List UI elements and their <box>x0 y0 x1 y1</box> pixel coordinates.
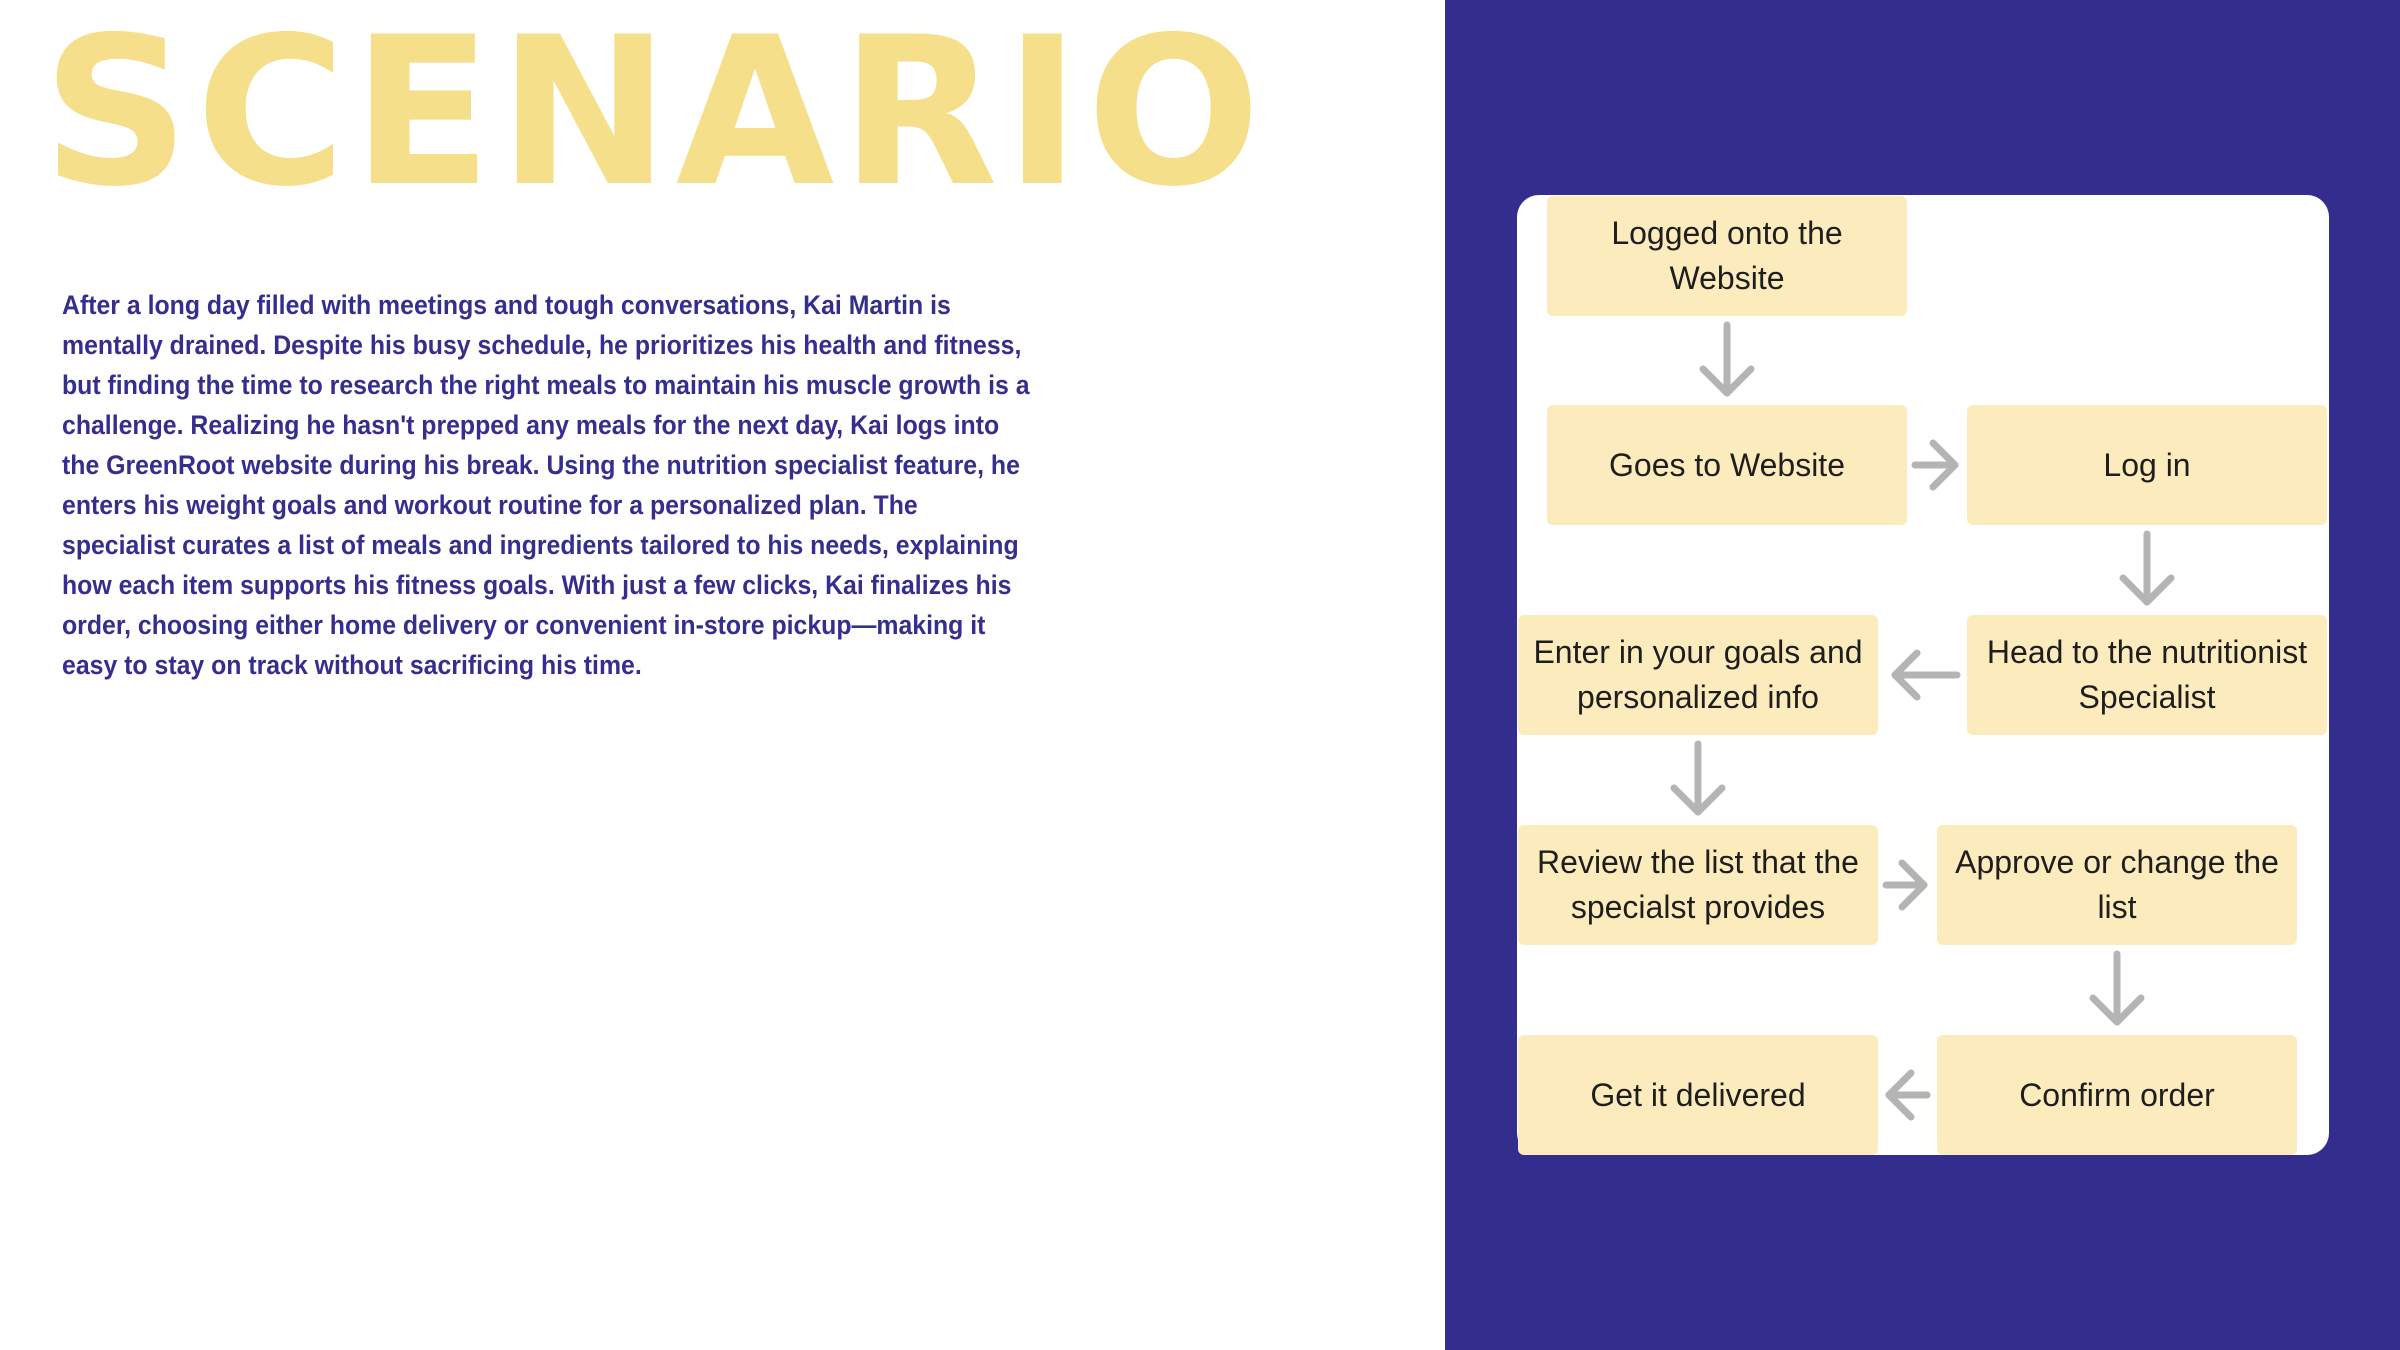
arrow-left-icon <box>1895 653 1957 697</box>
step-goes-to-website: Goes to Website <box>1547 405 1907 525</box>
step-confirm-order: Confirm order <box>1937 1035 2297 1155</box>
page-title: SCENARIO <box>42 0 1267 232</box>
arrow-right-icon <box>1915 443 1955 487</box>
step-head-to-specialist: Head to the nutritionist Specialist <box>1967 615 2327 735</box>
arrow-down-icon <box>2093 954 2141 1022</box>
arrow-down-icon <box>2123 534 2171 602</box>
arrow-down-icon <box>1703 325 1751 393</box>
step-log-in: Log in <box>1967 405 2327 525</box>
step-logged-on: Logged onto the Website <box>1547 196 1907 316</box>
step-review-list: Review the list that the specialst provides <box>1518 825 1878 945</box>
scenario-text: After a long day filled with meetings and tough conversations, Kai Martin is mentally drained. Despite his busy schedule, he prioritizes his health and fitness, but finding the time to research the right meals to maintain his muscle growth is a challenge. Realizing he hasn't prepped any meals for the next day, Kai logs into the GreenRoot website during his break. Using the nutrition specialist feature, he enters his weight goals and workout routine for a personalized plan. The specialist curates a list of meals and ingredients tailored to his needs, explaining how each item supports his fitness goals. With just a few clicks, Kai finalizes his order, choosing either home delivery or convenient in-store pickup—making it easy to stay on track without sacrificing his time. <box>62 290 1030 680</box>
arrow-down-icon <box>1674 744 1722 812</box>
step-get-delivered: Get it delivered <box>1518 1035 1878 1155</box>
step-enter-goals: Enter in your goals and personalized info <box>1518 615 1878 735</box>
arrow-right-icon <box>1886 863 1924 907</box>
step-approve-list: Approve or change the list <box>1937 825 2297 945</box>
arrow-left-icon <box>1889 1073 1927 1117</box>
